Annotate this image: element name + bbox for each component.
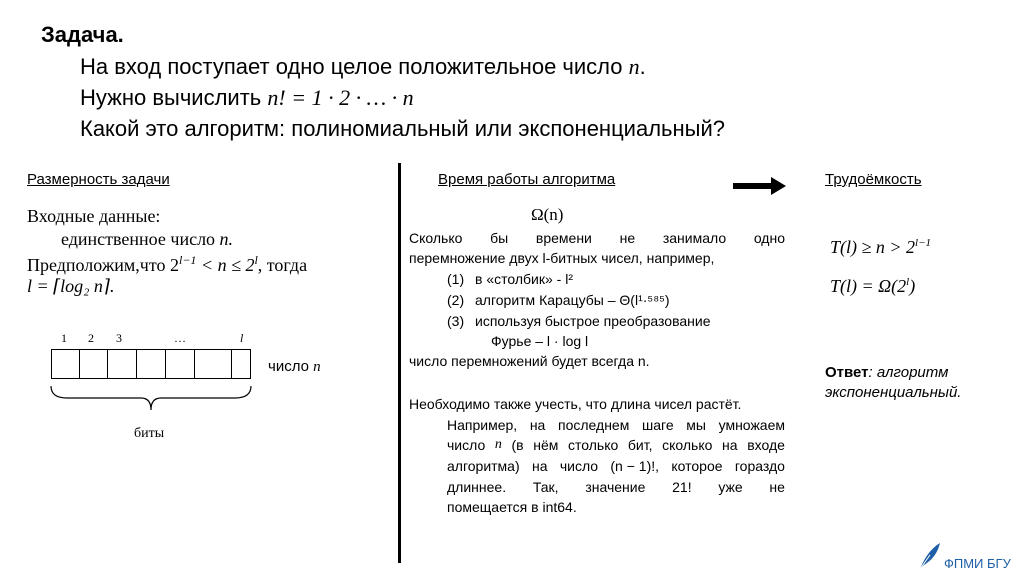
answer-line-2: экспоненциальный. [825, 384, 962, 401]
number-label-text: число [268, 358, 314, 375]
list-text-3-cont: Фурье – l · log l [491, 333, 589, 349]
task-line-1 [80, 54, 646, 80]
number-label [268, 358, 321, 376]
feather-logo-icon [916, 541, 942, 571]
word: (n − 1)!, [610, 458, 660, 474]
formula-2 [830, 276, 915, 297]
word: уже [718, 479, 743, 495]
word: последнем [558, 417, 630, 433]
word: мы [686, 417, 706, 433]
answer-text: : алгоритм [868, 364, 949, 381]
bit-index-2: 2 [88, 331, 94, 345]
p2-line-1 [447, 417, 785, 433]
assume-mid: < n ≤ 2 [196, 255, 255, 275]
word: n [494, 437, 502, 452]
p1-line-2: перемножение двух l-битных чисел, например, [409, 250, 715, 266]
p1-end: число перемножений будет всегда n. [409, 353, 650, 369]
task-line-1-text: На вход поступает одно целое положительное число [80, 54, 629, 79]
word: времени [535, 230, 592, 246]
word: сколько [662, 437, 713, 453]
formula-1 [830, 237, 931, 258]
list-num-2: (2) [447, 292, 465, 308]
word: на [722, 437, 738, 453]
task-line-2-text: Нужно вычислить [80, 85, 268, 110]
assume-end: , тогда [257, 255, 308, 275]
bit-cell [79, 349, 108, 379]
formula-2-exp: l [906, 276, 910, 288]
task-line-1-var: n [628, 54, 640, 79]
right-arrow-icon [733, 176, 787, 196]
bit-cell [51, 349, 80, 379]
input-value [61, 229, 233, 250]
word: не [619, 230, 636, 246]
p1-line-1 [409, 230, 785, 246]
word: (в [511, 437, 524, 453]
word: на [531, 458, 548, 474]
word: 21! [672, 479, 692, 495]
logo-text: ФПМИ БГУ [944, 556, 1011, 571]
formula-1-exp: l−1 [915, 237, 932, 249]
task-line-2 [80, 85, 414, 111]
word: Сколько [409, 230, 463, 246]
left-header: Размерность задачи [27, 171, 170, 188]
list-num-1: (1) [447, 271, 465, 287]
word: значение [585, 479, 646, 495]
answer [825, 364, 948, 381]
word: число [559, 458, 599, 474]
word: длиннее. [447, 479, 507, 495]
word: алгоритма) [447, 458, 520, 474]
formula-1-lhs: T(l) ≥ n > 2 [830, 237, 916, 257]
bit-cell [231, 349, 251, 379]
assume-exp2: l [254, 253, 258, 267]
l-definition: l = ⌈log₂ n⌉. [27, 276, 115, 296]
list-num-3: (3) [447, 313, 465, 329]
bit-cell [136, 349, 166, 379]
word: шаге [642, 417, 674, 433]
input-value-var: n. [219, 229, 234, 249]
p2-line-4 [447, 479, 785, 495]
word: не [769, 479, 785, 495]
word: занимало [662, 230, 727, 246]
bit-cell [107, 349, 137, 379]
list-text-2: алгоритм Карацубы – Θ(l¹·⁵⁸⁵) [475, 292, 670, 308]
list-text-1: в «столбик» - l² [475, 271, 573, 287]
answer-label: Ответ [825, 364, 869, 381]
task-line-2-formula: n! = 1 · 2 · … · n [267, 85, 414, 110]
word: умножаем [718, 417, 785, 433]
word: гораздо [734, 458, 785, 474]
bit-cell [194, 349, 232, 379]
bit-index-3: 3 [116, 331, 122, 345]
bits-brace [45, 384, 260, 420]
p2-last: помещается в int64. [447, 499, 577, 515]
bits-label: биты [134, 426, 165, 441]
assumption [27, 253, 307, 276]
vertical-divider [398, 163, 401, 563]
assume-text: Предположим,что 2 [27, 255, 179, 275]
list-text-3: используя быстрое преобразование [475, 313, 711, 329]
task-line-3: Какой это алгоритм: полиномиальный или экспоненциальный? [80, 116, 725, 141]
omega-n: Ω(n) [531, 205, 564, 224]
word: одно [753, 230, 785, 246]
p2-line-3 [447, 458, 785, 474]
assume-exp1: l−1 [178, 253, 197, 267]
p2-title: Необходимо также учесть, что длина чисел растёт. [409, 396, 742, 412]
number-label-var: n [313, 359, 321, 375]
bit-index-1: 1 [61, 331, 67, 345]
bit-index-dots: … [174, 331, 186, 345]
word: бит, [627, 437, 653, 453]
middle-header: Время работы алгоритма [438, 171, 616, 188]
word: Так, [532, 479, 559, 495]
word: бы [490, 230, 509, 246]
word: нём [533, 437, 559, 453]
word: на [529, 417, 546, 433]
bit-index-l: l [240, 331, 244, 345]
word: которое [671, 458, 723, 474]
formula-2-lhs: T(l) = Ω(2 [830, 276, 907, 296]
task-line-1-end: . [639, 54, 646, 79]
word: число [447, 437, 486, 453]
formula-2-end: ) [909, 276, 916, 296]
word: входе [747, 437, 785, 453]
input-label: Входные данные: [27, 206, 161, 226]
p2-line-2 [447, 437, 785, 453]
word: Например, [447, 417, 518, 433]
right-header: Трудоёмкость [825, 171, 922, 188]
slide-title: Задача. [41, 22, 124, 47]
bit-cell [165, 349, 195, 379]
word: столько [568, 437, 619, 453]
input-value-text: единственное число [61, 229, 220, 249]
